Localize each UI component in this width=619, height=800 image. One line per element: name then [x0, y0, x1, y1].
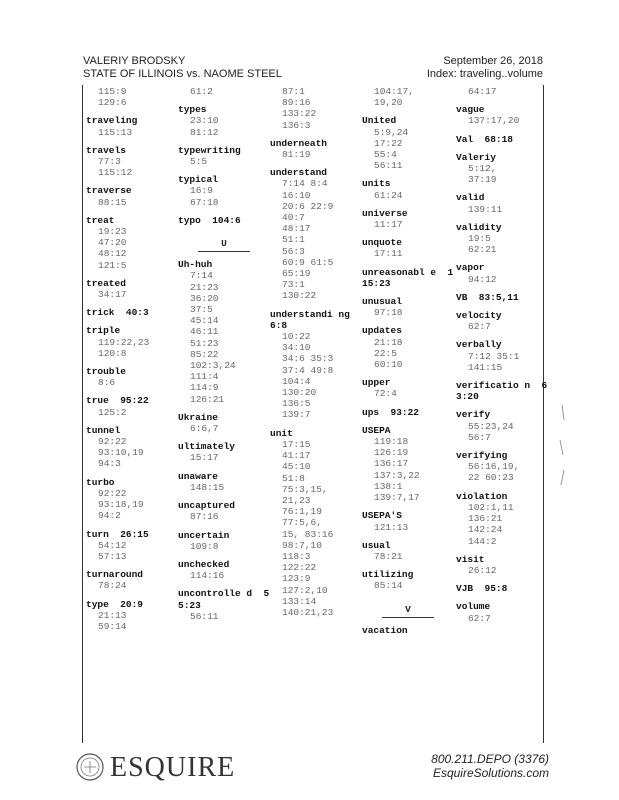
page-line-ref: 78:21: [374, 550, 403, 562]
page-line-ref: 47:20: [98, 237, 127, 249]
index-term: true 95:22: [86, 395, 149, 407]
index-term: VJB 95:8: [456, 583, 508, 595]
page-line-ref: 61:24: [374, 189, 403, 201]
page-line-ref: 139:7: [282, 409, 311, 421]
page-line-ref: 85:22: [190, 348, 219, 360]
index-term: types: [178, 104, 207, 116]
index-term: vacation: [362, 624, 408, 636]
index-range: Index: traveling..volume: [426, 68, 543, 80]
page-line-ref: 85:14: [374, 580, 403, 592]
page-line-ref: 11:17: [374, 219, 403, 231]
page-line-ref: 46:11: [190, 326, 219, 338]
index-term: typewriting: [178, 144, 241, 156]
page-line-ref: 55:23,24: [468, 420, 514, 432]
page-line-ref: 94:12: [468, 273, 497, 285]
index-term: volume: [456, 601, 491, 613]
page-line-ref: 144:2: [468, 535, 497, 547]
index-term: traverse: [86, 185, 132, 197]
page-line-ref: 92:22: [98, 436, 127, 448]
page-line-ref: 104:17,: [374, 86, 414, 97]
page-line-ref: 37:19: [468, 174, 497, 186]
logo-seal-icon: [75, 752, 105, 782]
index-term: typical: [178, 174, 218, 186]
page-line-ref: 130:22: [282, 290, 317, 302]
page-line-ref: 62:7: [468, 612, 491, 624]
page-line-ref: 126:19: [374, 447, 409, 459]
page-line-ref: 5:12,: [468, 163, 497, 175]
page-line-ref: 17:22: [374, 137, 403, 149]
index-term: Uh-huh: [178, 259, 213, 271]
index-term: Ukraine: [178, 411, 218, 423]
page-line-ref: 64:17: [468, 86, 497, 97]
index-term: utilizing: [362, 569, 414, 581]
index-term: treat: [86, 214, 115, 226]
index-term: trick 40:3: [86, 307, 149, 319]
page-line-ref: 102:3,24: [190, 360, 236, 372]
page-line-ref: 8:6: [98, 377, 116, 389]
page-line-ref: 102:1,11: [468, 501, 514, 513]
header-right: [427, 55, 543, 81]
page-line-ref: 34:10: [282, 342, 311, 354]
index-term: uncaptured: [178, 500, 236, 512]
page-line-ref: 139:11: [468, 203, 503, 215]
page-line-ref: 16:9: [190, 185, 213, 197]
page-line-ref: 142:24: [468, 524, 503, 536]
page-line-ref: 77:3: [98, 156, 121, 168]
page-line-ref: 23:10: [190, 115, 219, 127]
page-line-ref: 21:23: [190, 281, 219, 293]
section-letter: U: [198, 238, 250, 252]
index-term: valid: [456, 192, 485, 204]
page-line-ref: 137:3,22: [374, 469, 420, 481]
page-line-ref: 45:14: [190, 315, 219, 327]
case-caption: STATE OF ILLINOIS vs. NAOME STEEL: [83, 68, 282, 80]
footer-contact: [431, 752, 549, 780]
index-term: uncertain: [178, 529, 230, 541]
page-line-ref: 21:18: [374, 336, 403, 348]
page-line-ref: 5:9,24: [374, 126, 409, 138]
index-term: verify: [456, 409, 491, 421]
index-term: vapor: [456, 262, 485, 274]
page-line-ref: 138:1: [374, 480, 403, 492]
page-line-ref: 140:21,23: [282, 606, 334, 618]
page-line-ref: 119:18: [374, 436, 409, 448]
page-line-ref: 59:14: [98, 620, 127, 632]
page-line-ref: 75:3,15,: [282, 483, 328, 495]
page-line-ref: 48:12: [98, 248, 127, 260]
page-line-ref: 89:16: [282, 97, 311, 109]
page-line-ref: 51:23: [190, 337, 219, 349]
index-term: velocity: [456, 310, 502, 322]
index-term: units: [362, 178, 391, 190]
index-term: underneath: [270, 137, 328, 149]
page-line-ref: 136:3: [282, 119, 311, 131]
index-term: unusual: [362, 296, 402, 308]
index-term: Valeriy: [456, 151, 496, 163]
page-line-ref: 67:18: [190, 196, 219, 208]
index-term: traveling: [86, 115, 138, 127]
index-term: verbally: [456, 339, 502, 351]
index-term: unreasonabl e 115:23: [362, 266, 454, 289]
page-line-ref: 20:6 22:9: [282, 200, 334, 212]
index-term: United: [362, 115, 397, 127]
page-line-ref: 65:19: [282, 268, 311, 280]
index-term: upper: [362, 377, 391, 389]
page-line-ref: 41:17: [282, 450, 311, 462]
index-term: usual: [362, 539, 391, 551]
page-line-ref: 56:3: [282, 245, 305, 257]
page-line-ref: 81:12: [190, 126, 219, 138]
page-line-ref: 51:8: [282, 472, 305, 484]
footer-phone: 800.211.DEPO (3376): [431, 752, 549, 766]
page-line-ref: 93:10,19: [98, 447, 144, 459]
page-line-ref: 40:7: [282, 212, 305, 224]
index-term: unaware: [178, 470, 218, 482]
page-line-ref: 15, 83:16: [282, 528, 334, 540]
page-line-ref: 94:3: [98, 458, 121, 470]
page-line-ref: 34:6 35:3: [282, 353, 334, 365]
page-line-ref: 109:8: [190, 540, 219, 552]
page-line-ref: 125:2: [98, 406, 127, 418]
page-line-ref: 97:18: [374, 307, 403, 319]
index-column-3: [270, 86, 362, 618]
page-line-ref: 76:1,19: [282, 506, 322, 518]
page-line-ref: 130:20: [282, 387, 317, 399]
index-term: type 20:9: [86, 598, 144, 610]
index-term: turn 26:15: [86, 528, 149, 540]
page-line-ref: 115:13: [98, 126, 133, 138]
page-line-ref: 57:13: [98, 550, 127, 562]
page-line-ref: 56:16,19,: [468, 461, 520, 473]
margin-mark: [552, 400, 572, 490]
page-line-ref: 114:16: [190, 570, 225, 582]
page-line-ref: 34:17: [98, 289, 127, 301]
logo-wordmark: ESQUIRE: [110, 752, 236, 783]
page-line-ref: 19:5: [468, 233, 491, 245]
page-line-ref: 88:15: [98, 196, 127, 208]
index-term: ups 93:22: [362, 406, 420, 418]
page-line-ref: 119:22,23: [98, 336, 150, 348]
index-term: violation: [456, 490, 508, 502]
index-term: trouble: [86, 366, 126, 378]
section-letter: V: [382, 604, 434, 618]
page-line-ref: 7:14 8:4: [282, 178, 328, 190]
page-line-ref: 120:8: [98, 347, 127, 359]
page-line-ref: 21:13: [98, 609, 127, 621]
page-line-ref: 55:4: [374, 149, 397, 161]
page-line-ref: 141:15: [468, 361, 503, 373]
page-line-ref: 114:9: [190, 382, 219, 394]
index-column-2: [178, 86, 270, 622]
index-term: USEPA'S: [362, 510, 402, 522]
page-line-ref: 6:6,7: [190, 423, 219, 435]
page-line-ref: 60:9 61:5: [282, 256, 334, 268]
page-line-ref: 122:22: [282, 562, 317, 574]
page-line-ref: 73:1: [282, 279, 305, 291]
page-line-ref: 21,23: [282, 494, 311, 506]
index-term: visit: [456, 553, 485, 565]
index-column-4: [362, 86, 454, 636]
page-line-ref: 98:7,10: [282, 539, 322, 551]
index-term: tunnel: [86, 424, 121, 436]
page-line-ref: 87:16: [190, 511, 219, 523]
page-line-ref: 15:17: [190, 452, 219, 464]
index-term: understandi ng 6:8: [270, 308, 362, 331]
page-line-ref: 136:5: [282, 398, 311, 410]
page-line-ref: 148:15: [190, 481, 225, 493]
page-line-ref: 22 60:23: [468, 472, 514, 484]
index-term: typo 104:6: [178, 214, 241, 226]
page-line-ref: 115:12: [98, 167, 133, 179]
page-line-ref: 37:5: [190, 304, 213, 316]
index-term: treated: [86, 277, 126, 289]
page-line-ref: 36:20: [190, 292, 219, 304]
page-line-ref: 54:12: [98, 539, 127, 551]
index-term: USEPA: [362, 424, 391, 436]
page-line-ref: 5:5: [190, 156, 208, 168]
page-line-ref: 26:12: [468, 564, 497, 576]
deposition-date: September 26, 2018: [443, 55, 543, 67]
index-term: verificatio n 63:20: [456, 380, 548, 403]
page-line-ref: 78:24: [98, 580, 127, 592]
page-line-ref: 48:17: [282, 223, 311, 235]
page-line-ref: 17:15: [282, 438, 311, 450]
page-line-ref: 61:2: [190, 86, 213, 97]
page-line-ref: 126:21: [190, 393, 225, 405]
page-line-ref: 92:22: [98, 487, 127, 499]
index-term: verifying: [456, 450, 508, 462]
page-line-ref: 121:13: [374, 521, 409, 533]
page-line-ref: 139:7,17: [374, 492, 420, 504]
index-column-5: [456, 86, 548, 624]
index-term: updates: [362, 325, 402, 337]
page-line-ref: 93:18,19: [98, 499, 144, 511]
page-line-ref: 133:22: [282, 108, 317, 120]
page-line-ref: 7:12 35:1: [468, 350, 520, 362]
page-line-ref: 127:2,10: [282, 584, 328, 596]
page-line-ref: 62:7: [468, 321, 491, 333]
page-line-ref: 118:3: [282, 550, 311, 562]
page-line-ref: 133:14: [282, 595, 317, 607]
page-line-ref: 121:5: [98, 259, 127, 271]
page-line-ref: 19,20: [374, 97, 403, 109]
index-term: validity: [456, 221, 502, 233]
page-line-ref: 115:9: [98, 86, 127, 97]
index-term: VB 83:5,11: [456, 291, 519, 303]
page-line-ref: 22:5: [374, 347, 397, 359]
index-term: Val 68:18: [456, 133, 514, 145]
index-term: unquote: [362, 237, 402, 249]
index-term: turnaround: [86, 569, 144, 581]
header-left: [83, 55, 282, 81]
page-line-ref: 16:10: [282, 189, 311, 201]
page-line-ref: 104:4: [282, 375, 311, 387]
page-line-ref: 62:21: [468, 244, 497, 256]
index-term: universe: [362, 207, 408, 219]
index-term: ultimately: [178, 441, 236, 453]
footer-website: EsquireSolutions.com: [432, 766, 549, 780]
index-term: turbo: [86, 476, 115, 488]
index-term: vague: [456, 104, 485, 116]
index-column-1: [86, 86, 178, 632]
index-term: unchecked: [178, 558, 230, 570]
index-term: uncontrolle d 55:23: [178, 588, 270, 611]
page-line-ref: 123:9: [282, 573, 311, 585]
page-line-ref: 7:14: [190, 270, 213, 282]
deponent-name: VALERIY BRODSKY: [83, 55, 186, 67]
page-line-ref: 17:11: [374, 248, 403, 260]
index-term: unit: [270, 427, 293, 439]
page-line-ref: 94:2: [98, 510, 121, 522]
index-term: triple: [86, 325, 121, 337]
page-line-ref: 111:4: [190, 371, 219, 383]
page-line-ref: 81:19: [282, 149, 311, 161]
page-line-ref: 60:10: [374, 359, 403, 371]
page-line-ref: 19:23: [98, 226, 127, 238]
page-line-ref: 56:11: [374, 160, 403, 172]
page-line-ref: 77:5,6,: [282, 517, 322, 529]
page-line-ref: 37:4 49:8: [282, 364, 334, 376]
page-line-ref: 56:11: [190, 610, 219, 622]
page-line-ref: 10:22: [282, 331, 311, 343]
page-line-ref: 136:21: [468, 513, 503, 525]
page-line-ref: 45:10: [282, 461, 311, 473]
page-line-ref: 72:4: [374, 388, 397, 400]
page-line-ref: 56:7: [468, 431, 491, 443]
page-line-ref: 137:17,20: [468, 115, 520, 127]
page-line-ref: 51:1: [282, 234, 305, 246]
page-line-ref: 136:17: [374, 458, 409, 470]
index-term: travels: [86, 144, 126, 156]
page-line-ref: 129:6: [98, 97, 127, 109]
page-line-ref: 87:1: [282, 86, 305, 97]
index-term: understand: [270, 167, 328, 179]
